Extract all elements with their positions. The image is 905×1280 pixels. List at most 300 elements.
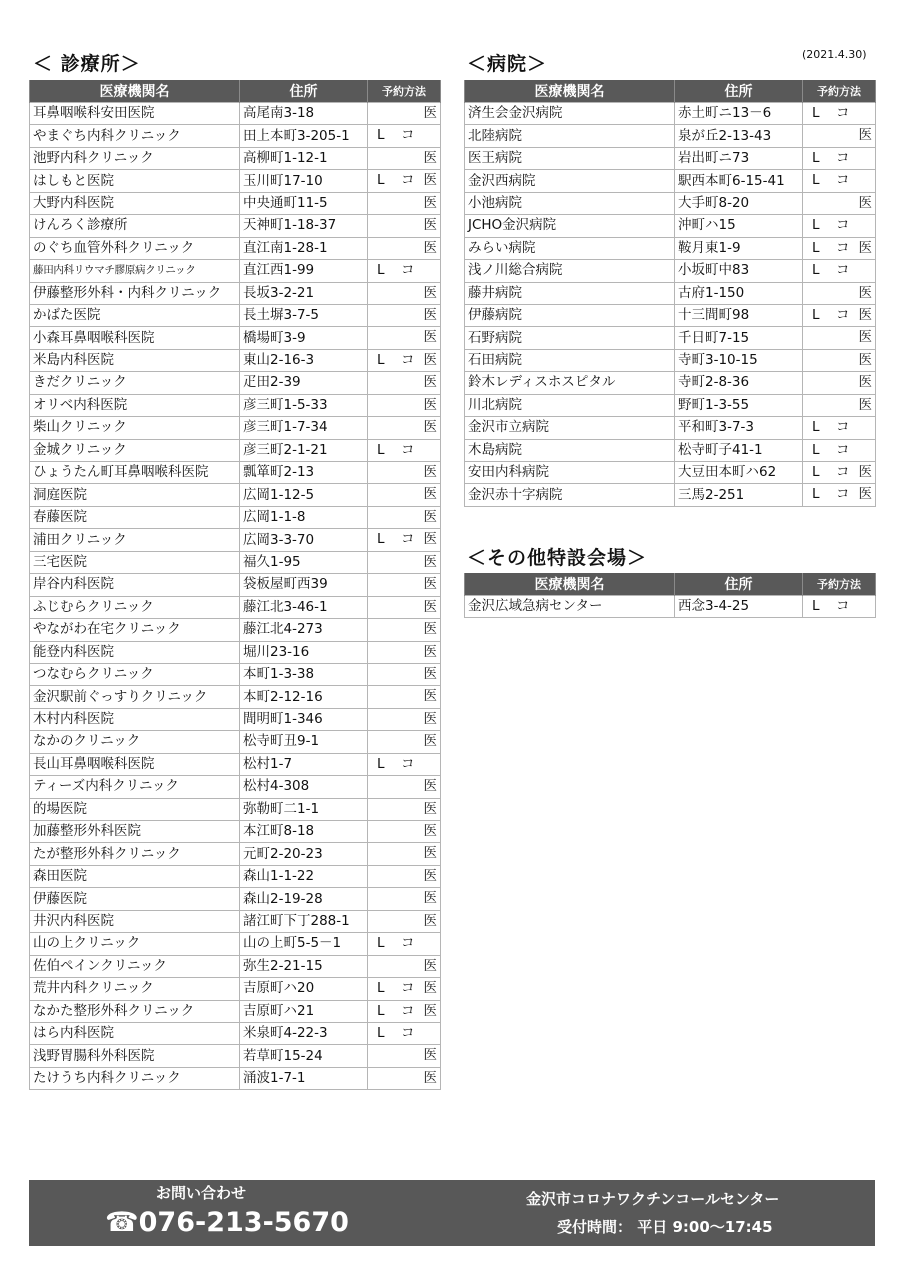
- method-institution: 医: [858, 329, 872, 346]
- table-row: [465, 170, 876, 192]
- facility-name: たけうち内科クリニック: [30, 1067, 240, 1089]
- reservation-methods: [368, 260, 441, 282]
- facility-name: 浅ノ川総合病院: [465, 260, 675, 282]
- facility-name: 金沢赤十字病院: [465, 484, 675, 506]
- method-call-center: コ: [401, 1002, 415, 1019]
- facility-name: 加藤整形外科医院: [30, 821, 240, 843]
- method-institution: 医: [423, 890, 437, 907]
- reservation-methods: [368, 641, 441, 663]
- table-row: [30, 484, 441, 506]
- facility-address: 直江南1-28-1: [240, 237, 368, 259]
- table-row: [465, 394, 876, 416]
- facility-address: 吉原町ハ21: [240, 1000, 368, 1022]
- facility-address: 沖町ハ15: [675, 215, 803, 237]
- method-line: L: [812, 441, 820, 458]
- method-institution: 医: [423, 867, 437, 884]
- col-header-method: 予約方法: [368, 80, 441, 103]
- table-row: [465, 349, 876, 371]
- reservation-methods: [803, 147, 876, 169]
- table-row: [465, 125, 876, 147]
- table-row: [30, 529, 441, 551]
- facility-name: 藤井病院: [465, 282, 675, 304]
- facility-name: たが整形外科クリニック: [30, 843, 240, 865]
- table-row: [30, 372, 441, 394]
- reservation-methods: [368, 978, 441, 1000]
- facility-address: 松寺町丑9-1: [240, 731, 368, 753]
- method-institution: 医: [423, 912, 437, 929]
- method-institution: 医: [423, 464, 437, 480]
- table-row: [465, 147, 876, 169]
- method-call-center: コ: [836, 239, 850, 256]
- facility-name: 金沢西病院: [465, 170, 675, 192]
- facility-address: 赤土町ニ13－6: [675, 103, 803, 125]
- facility-address: 本町2-12-16: [240, 686, 368, 708]
- facility-name: きだクリニック: [30, 372, 240, 394]
- facility-name: 岸谷内科医院: [30, 574, 240, 596]
- reservation-methods: [803, 394, 876, 416]
- table-row: [30, 192, 441, 214]
- method-line: L: [377, 1024, 385, 1041]
- method-institution: 医: [423, 329, 437, 346]
- reservation-methods: [368, 686, 441, 708]
- facility-name: ティーズ内科クリニック: [30, 776, 240, 798]
- reservation-methods: [368, 192, 441, 214]
- facility-address: 長坂3-2-21: [240, 282, 368, 304]
- facility-name: はら内科医院: [30, 1022, 240, 1044]
- method-line: L: [812, 419, 820, 436]
- facility-address: 堀川23-16: [240, 641, 368, 663]
- method-institution: 医: [423, 508, 437, 525]
- table-row: [30, 237, 441, 259]
- reception-hours: 受付時間： 平日 9:00～17:45: [557, 1218, 773, 1236]
- facility-name: JCHO金沢病院: [465, 215, 675, 237]
- facility-name: 木村内科医院: [30, 708, 240, 730]
- table-row: [30, 955, 441, 977]
- facility-name: 山の上クリニック: [30, 933, 240, 955]
- facility-address: 平和町3-7-3: [675, 417, 803, 439]
- table-row: [30, 125, 441, 147]
- method-institution: 医: [858, 464, 872, 480]
- method-institution: 医: [423, 553, 437, 570]
- facility-address: 森山2-19-28: [240, 888, 368, 910]
- facility-address: 疋田2-39: [240, 372, 368, 394]
- reservation-methods: [368, 282, 441, 304]
- reservation-methods: [803, 125, 876, 147]
- method-line: L: [377, 935, 385, 952]
- facility-name: 金沢市立病院: [465, 417, 675, 439]
- facility-name: けんろく診療所: [30, 215, 240, 237]
- method-line: L: [812, 464, 820, 480]
- facility-address: 福久1-95: [240, 551, 368, 573]
- facility-address: 弥生2-21-15: [240, 955, 368, 977]
- facility-name: 耳鼻咽喉科安田医院: [30, 103, 240, 125]
- method-call-center: コ: [401, 441, 415, 458]
- facility-address: 藤江北3-46-1: [240, 596, 368, 618]
- method-institution: 医: [423, 957, 437, 974]
- reservation-methods: [803, 103, 876, 125]
- table-row: [465, 372, 876, 394]
- reservation-methods: [803, 282, 876, 304]
- table-row: [30, 776, 441, 798]
- facility-name: 木島病院: [465, 439, 675, 461]
- reservation-methods: [368, 506, 441, 528]
- table-row: [30, 327, 441, 349]
- facility-address: 山の上町5-5－1: [240, 933, 368, 955]
- table-row: [465, 260, 876, 282]
- table-row: [30, 663, 441, 685]
- method-line: L: [377, 980, 385, 997]
- method-call-center: コ: [836, 105, 850, 121]
- facility-address: 大手町8-20: [675, 192, 803, 214]
- facility-name: ひょうたん町耳鼻咽喉科医院: [30, 462, 240, 484]
- facility-name: 井沢内科医院: [30, 910, 240, 932]
- method-institution: 医: [858, 284, 872, 301]
- facility-name: かばた医院: [30, 304, 240, 326]
- method-line: L: [812, 105, 820, 121]
- reservation-methods: [368, 103, 441, 125]
- contact-label: お問い合わせ: [156, 1184, 247, 1202]
- method-line: L: [812, 486, 820, 503]
- facility-name: 安田内科病院: [465, 462, 675, 484]
- reservation-methods: [368, 798, 441, 820]
- reservation-methods: [368, 955, 441, 977]
- method-institution: 医: [858, 351, 872, 368]
- method-line: L: [812, 172, 820, 189]
- method-line: L: [812, 306, 820, 323]
- method-institution: 医: [423, 396, 437, 413]
- facility-name: 北陸病院: [465, 125, 675, 147]
- reservation-methods: [368, 821, 441, 843]
- table-row: [465, 304, 876, 326]
- reservation-methods: [368, 372, 441, 394]
- facility-address: 諸江町下丁288-1: [240, 910, 368, 932]
- table-row: [30, 910, 441, 932]
- method-call-center: コ: [401, 531, 415, 548]
- table-row: [30, 641, 441, 663]
- facility-address: 東山2-16-3: [240, 349, 368, 371]
- facility-name: なかのクリニック: [30, 731, 240, 753]
- facility-name: 石田病院: [465, 349, 675, 371]
- phone-number[interactable]: [105, 1207, 349, 1238]
- facility-address: 彦三町1-5-33: [240, 394, 368, 416]
- facility-address: 松村1-7: [240, 753, 368, 775]
- reservation-methods: [368, 237, 441, 259]
- method-institution: 医: [423, 621, 437, 638]
- table-row: [30, 933, 441, 955]
- reservation-methods: [368, 327, 441, 349]
- reservation-methods: [368, 417, 441, 439]
- method-institution: 医: [423, 845, 437, 862]
- contact-footer: [29, 1180, 875, 1246]
- reservation-methods: [368, 933, 441, 955]
- facility-name: 浦田クリニック: [30, 529, 240, 551]
- facility-name: 森田医院: [30, 865, 240, 887]
- method-institution: 医: [423, 486, 437, 503]
- method-institution: 医: [423, 800, 437, 817]
- method-line: L: [377, 441, 385, 458]
- table-row: [30, 1000, 441, 1022]
- reservation-methods: [368, 551, 441, 573]
- reservation-methods: [803, 596, 876, 618]
- facility-address: 泉が丘2-13-43: [675, 125, 803, 147]
- reservation-methods: [368, 1022, 441, 1044]
- table-row: [30, 215, 441, 237]
- phone-number-text: 076-213-5670: [138, 1207, 349, 1238]
- method-line: L: [812, 239, 820, 256]
- table-row: [30, 798, 441, 820]
- table-row: [465, 282, 876, 304]
- facility-address: 藤江北4-273: [240, 619, 368, 641]
- facility-address: 大豆田本町ハ62: [675, 462, 803, 484]
- reservation-methods: [803, 349, 876, 371]
- table-row: [30, 304, 441, 326]
- method-institution: 医: [423, 1002, 437, 1019]
- table-row: [30, 708, 441, 730]
- call-center-name: 金沢市コロナワクチンコールセンター: [526, 1190, 780, 1208]
- table-row: [30, 439, 441, 461]
- table-row: [30, 821, 441, 843]
- table-row: [30, 349, 441, 371]
- table-row: [465, 327, 876, 349]
- facility-name: 大野内科医院: [30, 192, 240, 214]
- publish-date: (2021.4.30): [802, 48, 867, 61]
- method-call-center: コ: [401, 262, 415, 279]
- facility-address: 西念3-4-25: [675, 596, 803, 618]
- facility-name: 川北病院: [465, 394, 675, 416]
- method-call-center: コ: [836, 217, 850, 234]
- facility-address: 駅西本町6-15-41: [675, 170, 803, 192]
- facility-name: はしもと医院: [30, 170, 240, 192]
- facility-address: 高柳町1-12-1: [240, 147, 368, 169]
- table-row: [465, 484, 876, 506]
- reservation-methods: [368, 888, 441, 910]
- table-row: [30, 1045, 441, 1067]
- table-row: [465, 417, 876, 439]
- facility-address: 高尾南3-18: [240, 103, 368, 125]
- reservation-methods: [368, 462, 441, 484]
- method-call-center: コ: [401, 935, 415, 952]
- method-institution: 医: [423, 576, 437, 593]
- reservation-methods: [803, 484, 876, 506]
- facility-name: 柴山クリニック: [30, 417, 240, 439]
- method-call-center: コ: [836, 306, 850, 323]
- method-line: L: [377, 1002, 385, 1019]
- facility-name: 金城クリニック: [30, 439, 240, 461]
- reservation-methods: [368, 215, 441, 237]
- reservation-methods: [803, 304, 876, 326]
- method-call-center: コ: [401, 980, 415, 997]
- reservation-methods: [368, 753, 441, 775]
- facility-name: 長山耳鼻咽喉科医院: [30, 753, 240, 775]
- table-row: [30, 865, 441, 887]
- table-row: [30, 731, 441, 753]
- table-row: [30, 551, 441, 573]
- clinics-title: ＜ 診療所＞: [33, 53, 141, 75]
- reservation-methods: [368, 865, 441, 887]
- facility-address: 中央通町11-5: [240, 192, 368, 214]
- method-line: L: [812, 262, 820, 279]
- facility-address: 直江西1-99: [240, 260, 368, 282]
- facility-address: 小坂町中83: [675, 260, 803, 282]
- method-institution: 医: [423, 239, 437, 256]
- facility-address: 野町1-3-55: [675, 394, 803, 416]
- table-row: [30, 843, 441, 865]
- method-institution: 医: [423, 643, 437, 660]
- table-header-row: [30, 80, 441, 103]
- facility-name: 金沢駅前ぐっすりクリニック: [30, 686, 240, 708]
- method-call-center: コ: [836, 262, 850, 279]
- method-institution: 医: [423, 778, 437, 795]
- facility-address: 十三間町98: [675, 304, 803, 326]
- method-institution: 医: [423, 172, 437, 189]
- method-institution: 医: [858, 486, 872, 503]
- method-line: L: [377, 172, 385, 189]
- col-header-address: 住所: [675, 573, 803, 596]
- facility-address: 古府1-150: [675, 282, 803, 304]
- method-call-center: コ: [836, 486, 850, 503]
- facility-name: 医王病院: [465, 147, 675, 169]
- facility-name: やながわ在宅クリニック: [30, 619, 240, 641]
- method-call-center: コ: [836, 149, 850, 166]
- facility-address: 袋板屋町西39: [240, 574, 368, 596]
- facility-address: 広岡1-1-8: [240, 506, 368, 528]
- facility-address: 岩出町ニ73: [675, 147, 803, 169]
- reservation-methods: [368, 304, 441, 326]
- hospitals-table: [464, 80, 876, 507]
- table-row: [30, 596, 441, 618]
- method-institution: 医: [423, 598, 437, 615]
- reservation-methods: [803, 260, 876, 282]
- table-row: [465, 192, 876, 214]
- table-row: [30, 417, 441, 439]
- reservation-methods: [368, 843, 441, 865]
- method-institution: 医: [423, 531, 437, 548]
- facility-name: 米島内科医院: [30, 349, 240, 371]
- table-row: [30, 753, 441, 775]
- table-row: [465, 439, 876, 461]
- facility-name: 的場医院: [30, 798, 240, 820]
- facility-name: 伊藤病院: [465, 304, 675, 326]
- facility-address: 千日町7-15: [675, 327, 803, 349]
- facility-name: 荒井内科クリニック: [30, 978, 240, 1000]
- method-institution: 医: [423, 733, 437, 750]
- facility-address: 若草町15-24: [240, 1045, 368, 1067]
- facility-address: 松寺町子41-1: [675, 439, 803, 461]
- reservation-methods: [803, 192, 876, 214]
- table-row: [30, 506, 441, 528]
- facility-name: つなむらクリニック: [30, 663, 240, 685]
- method-line: L: [812, 217, 820, 234]
- table-header-row: [465, 80, 876, 103]
- reservation-methods: [368, 619, 441, 641]
- facility-address: 鞍月東1-9: [675, 237, 803, 259]
- method-institution: 医: [858, 306, 872, 323]
- method-institution: 医: [423, 105, 437, 121]
- facility-name: 春藤医院: [30, 506, 240, 528]
- method-line: L: [377, 531, 385, 548]
- method-institution: 医: [423, 194, 437, 211]
- table-row: [30, 686, 441, 708]
- table-row: [30, 260, 441, 282]
- facility-address: 本町1-3-38: [240, 663, 368, 685]
- reservation-methods: [368, 439, 441, 461]
- facility-name: 小森耳鼻咽喉科医院: [30, 327, 240, 349]
- reservation-methods: [803, 417, 876, 439]
- facility-name: 石野病院: [465, 327, 675, 349]
- facility-address: 寺町2-8-36: [675, 372, 803, 394]
- reservation-methods: [368, 394, 441, 416]
- table-row: [30, 619, 441, 641]
- reservation-methods: [368, 708, 441, 730]
- table-header-row: [465, 573, 876, 596]
- col-header-name: 医療機関名: [465, 80, 675, 103]
- method-institution: 医: [423, 1069, 437, 1086]
- method-institution: 医: [423, 710, 437, 727]
- reservation-methods: [368, 529, 441, 551]
- method-call-center: コ: [401, 755, 415, 772]
- facility-address: 涌波1-7-1: [240, 1067, 368, 1089]
- method-line: L: [377, 755, 385, 772]
- method-line: L: [377, 351, 385, 368]
- table-row: [465, 103, 876, 125]
- facility-address: 広岡1-12-5: [240, 484, 368, 506]
- facility-name: みらい病院: [465, 237, 675, 259]
- facility-address: 本江町8-18: [240, 821, 368, 843]
- reservation-methods: [368, 574, 441, 596]
- facility-name: なかた整形外科クリニック: [30, 1000, 240, 1022]
- facility-address: 吉原町ハ20: [240, 978, 368, 1000]
- facility-address: 松村4-308: [240, 776, 368, 798]
- reservation-methods: [803, 439, 876, 461]
- facility-name: やまぐち内科クリニック: [30, 125, 240, 147]
- reservation-methods: [803, 215, 876, 237]
- method-institution: 医: [858, 194, 872, 211]
- method-call-center: コ: [836, 172, 850, 189]
- facility-name: 浅野胃腸科外科医院: [30, 1045, 240, 1067]
- method-call-center: コ: [401, 127, 415, 144]
- facility-address: 三馬2-251: [675, 484, 803, 506]
- facility-address: 長土塀3-7-5: [240, 304, 368, 326]
- method-institution: 医: [423, 665, 437, 682]
- method-line: L: [377, 127, 385, 144]
- method-call-center: コ: [836, 441, 850, 458]
- facility-name: 三宅医院: [30, 551, 240, 573]
- method-institution: 医: [423, 688, 437, 705]
- facility-name: 小池病院: [465, 192, 675, 214]
- method-call-center: コ: [836, 598, 850, 614]
- table-row: [30, 103, 441, 125]
- reservation-methods: [368, 1045, 441, 1067]
- method-call-center: コ: [836, 419, 850, 436]
- facility-name: 伊藤医院: [30, 888, 240, 910]
- facility-name: オリベ内科医院: [30, 394, 240, 416]
- col-header-method: 予約方法: [803, 80, 876, 103]
- method-institution: 医: [423, 306, 437, 323]
- method-line: L: [377, 262, 385, 279]
- reservation-methods: [803, 462, 876, 484]
- reservation-methods: [368, 484, 441, 506]
- method-institution: 医: [423, 149, 437, 166]
- reservation-methods: [368, 596, 441, 618]
- table-row: [465, 237, 876, 259]
- table-row: [30, 282, 441, 304]
- facility-name: 能登内科医院: [30, 641, 240, 663]
- facility-address: 彦三町1-7-34: [240, 417, 368, 439]
- reservation-methods: [368, 125, 441, 147]
- col-header-address: 住所: [675, 80, 803, 103]
- table-row: [30, 147, 441, 169]
- clinics-table: [29, 80, 441, 1090]
